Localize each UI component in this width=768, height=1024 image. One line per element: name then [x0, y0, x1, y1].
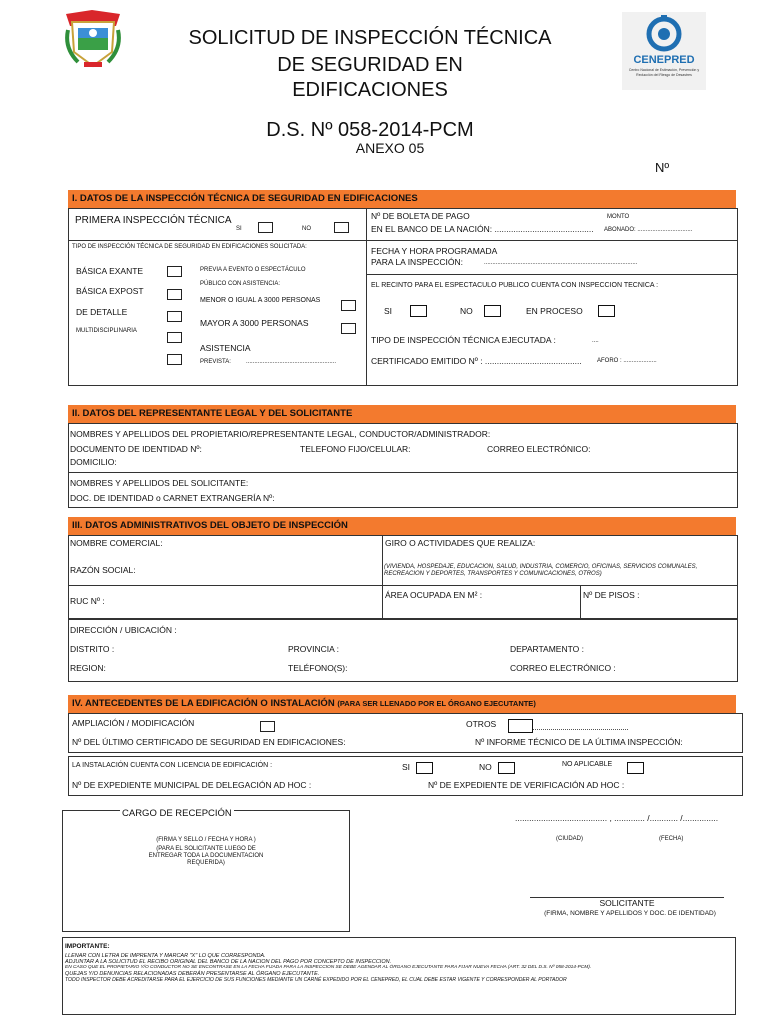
recinto-no-label: NO [460, 306, 473, 316]
recinto-en-proceso-label: EN PROCESO [526, 306, 583, 316]
tipo-ejecutada-label: TIPO DE INSPECCIÓN TÉCNICA EJECUTADA : [371, 335, 556, 345]
fecha-label: (FECHA) [659, 836, 684, 842]
licencia-si-label: SI [402, 762, 411, 772]
telefonos-label: TELÉFONO(S): [288, 663, 348, 673]
region-label: REGION: [70, 663, 106, 673]
form-number-label: Nº [655, 160, 670, 175]
telefono-label: TELEFONO FIJO/CELULAR: [300, 444, 411, 454]
importante-title: IMPORTANTE: [65, 943, 110, 950]
domicilio-label: DOMICILIO: [70, 457, 117, 467]
menor-3000-checkbox[interactable] [341, 300, 356, 311]
informe-tecnico-label: Nº INFORME TÉCNICO DE LA ÚLTIMA INSPECCIÓN: [475, 737, 683, 747]
documento-identidad-label: DOCUMENTO DE IDENTIDAD Nº: [70, 444, 202, 454]
otros-label: OTROS [466, 719, 497, 729]
nombres-solicitante-label: NOMBRES Y APELLIDOS DEL SOLICITANTE: [70, 478, 249, 488]
section-2-header [68, 405, 736, 423]
previa-evento-checkbox[interactable] [167, 354, 182, 365]
section-2-title: II. DATOS DEL REPRESENTANTE LEGAL Y DEL SOLICITANTE [72, 408, 353, 419]
section-4-header [68, 695, 736, 713]
ruc-label: RUC Nº : [70, 596, 105, 606]
monto-label: MONTO [607, 214, 630, 220]
basica-expost-label: BÁSICA EXPOST [76, 286, 144, 296]
de-detalle-checkbox[interactable] [167, 311, 182, 322]
importante-line-2: ADJUNTAR A LA SOLICITUD EL RECIBO ORIGINAL DEL BANCO DE LA NACION DEL PAGO POR CONCEPTO DE INSPECCION. [65, 959, 392, 965]
importante-line-3: EN CASO QUE EL PROPIETARIO Y/O CONDUCTOR NO SE ENCONTRASE EN LA FECHA FIJADA PARA LA INSPECCION SE DEBE AGENDAR AL ÓRGANO EJECUTANTE PARA FIJAR NUEVA FECHA (ART. 32 DEL D.S. Nº 058-2014-PCM). [65, 965, 592, 970]
coat-of-arms-logo [62, 8, 124, 70]
importante-line-5: TODO INSPECTOR DEBE ACREDITARSE PARA EL EJERCICIO DE SUS FUNCIONES MEDIANTE UN CARNÉ EXPEDIDO POR EL CENEPRED, EL CUAL DEBE ESTAR VIGENTE Y CORRESPONDER AL PORTADOR [65, 977, 567, 983]
basica-exante-label: BÁSICA EXANTE [76, 266, 144, 276]
tipo-solicitada-label: TIPO DE INSPECCIÓN TÉCNICA DE SEGURIDAD EN EDIFICACIONES SOLICITADA: [72, 244, 307, 250]
giro-ejemplos-line-2: RECREACION Y DEPORTES, TRANSPORTES Y COMUNICACIONES, OTROS) [384, 571, 602, 577]
fecha-programada-label: FECHA Y HORA PROGRAMADA [371, 246, 498, 256]
licencia-no-label: NO [479, 762, 492, 772]
otros-field[interactable] [533, 729, 628, 730]
cenepred-logo [622, 12, 706, 90]
previa-evento-label: PREVIA A EVENTO O ESPECTÁCULO [200, 267, 306, 273]
multidisciplinaria-checkbox[interactable] [167, 332, 182, 343]
licencia-label: LA INSTALACIÓN CUENTA CON LICENCIA DE EDIFICACIÓN : [72, 762, 273, 769]
expediente-municipal-label: Nº DE EXPEDIENTE MUNICIPAL DE DELEGACIÓN AD HOC : [72, 780, 312, 790]
recinto-si-label: SI [384, 306, 393, 316]
publico-asistencia-label: PÚBLICO CON ASISTENCIA: [200, 281, 281, 287]
solicitante-label: SOLICITANTE [599, 898, 655, 908]
provincia-label: PROVINCIA : [288, 644, 340, 654]
logo-text: CENEPRED [633, 54, 695, 66]
direccion-label: DIRECCIÓN / UBICACIÓN : [70, 625, 177, 635]
distrito-label: DISTRITO : [70, 644, 115, 654]
annex-label: ANEXO 05 [355, 140, 425, 156]
licencia-no-checkbox[interactable] [498, 762, 515, 774]
cargo-recepcion-box [62, 810, 350, 932]
pisos-label: Nº DE PISOS : [583, 590, 640, 600]
nombre-comercial-label: NOMBRE COMERCIAL: [70, 538, 163, 548]
primera-inspeccion-label: PRIMERA INSPECCIÓN TÉCNICA [75, 215, 232, 226]
title-line-1: SOLICITUD DE INSPECCIÓN TÉCNICA [188, 27, 552, 49]
cargo-recepcion-title: CARGO DE RECEPCIÓN [122, 808, 232, 819]
no-aplicable-label: NO APLICABLE [562, 761, 613, 768]
cargo-nota-line-1: (PARA EL SOLICITANTE LUEGO DE [156, 846, 256, 852]
tipo-ejecutada-field[interactable]: .... [592, 338, 599, 344]
expediente-verificacion-label: Nº DE EXPEDIENTE DE VERIFICACIÓN AD HOC : [428, 780, 625, 790]
title-line-3: EDIFICACIONES [292, 79, 448, 101]
multidisciplinaria-label: MULTIDISCIPLINARIA [76, 328, 137, 334]
basica-expost-checkbox[interactable] [167, 289, 182, 300]
prevista-field[interactable]: ...................................................... [246, 359, 337, 365]
doc-solicitante-label: DOC. DE IDENTIDAD o CARNET EXTRANGERÍA Nº: [70, 493, 275, 503]
mayor-3000-label: MAYOR A 3000 PERSONAS [200, 318, 309, 328]
ampliacion-label: AMPLIACIÓN / MODIFICACIÓN [72, 718, 195, 728]
de-detalle-label: DE DETALLE [76, 307, 128, 317]
cargo-firma-label: (FIRMA Y SELLO / FECHA Y HORA ) [156, 837, 256, 843]
boleta-label: Nº DE BOLETA DE PAGO [371, 211, 470, 221]
recinto-en-proceso-checkbox[interactable] [598, 305, 615, 317]
lugar-fecha-field[interactable]: ....................................... , ............. /............ /............... [515, 813, 719, 823]
cargo-nota-line-3: REQUERIDA) [187, 860, 225, 866]
section-4-title: IV. ANTECEDENTES DE LA EDIFICACIÓN O INSTALACIÓN (PARA SER LLENADO POR EL ÓRGANO EJECUTANTE) [72, 698, 536, 709]
solicitante-nota: (FIRMA, NOMBRE Y APELLIDOS Y DOC. DE IDENTIDAD) [544, 910, 716, 917]
ultimo-certificado-label: Nº DEL ÚLTIMO CERTIFICADO DE SEGURIDAD EN EDIFICACIONES: [72, 737, 346, 747]
prevista-label: PREVISTA: [200, 359, 231, 365]
razon-social-label: RAZÓN SOCIAL: [70, 565, 136, 575]
nombres-propietario-label: NOMBRES Y APELLIDOS DEL PROPIETARIO/REPRESENTANTE LEGAL, CONDUCTOR/ADMINISTRADOR: [70, 429, 491, 439]
recinto-label: EL RECINTO PARA EL ESPECTACULO PUBLICO CUENTA CON INSPECCION TECNICA : [371, 282, 659, 289]
logo-subtext: Centro Nacional de Estimación, Prevención y Reducción del Riesgo de Desastres [628, 68, 700, 77]
title-line-2: DE SEGURIDAD EN [277, 54, 463, 76]
importante-line-4: QUEJAS Y/O DENUNCIAS RELACIONADAS DEBERÁN PRESENTARSE AL ÓRGANO EJECUTANTE. [65, 971, 320, 977]
basica-exante-checkbox[interactable] [167, 266, 182, 277]
otros-checkbox[interactable] [508, 719, 533, 733]
recinto-si-checkbox[interactable] [410, 305, 427, 317]
certificado-emitido-field[interactable]: CERTIFICADO EMITIDO Nº : ......................................... [371, 356, 582, 366]
cargo-nota-line-2: ENTREGAR TODA LA DOCUMENTACION [148, 853, 264, 859]
correo-label: CORREO ELECTRÓNICO: [487, 444, 591, 454]
giro-label: GIRO O ACTIVIDADES QUE REALIZA: [385, 538, 536, 548]
section-3-header [68, 517, 736, 535]
departamento-label: DEPARTAMENTO : [510, 644, 584, 654]
area-ocupada-label: ÁREA OCUPADA EN M² : [385, 590, 483, 600]
ciudad-label: (CIUDAD) [556, 836, 583, 842]
aforo-field[interactable]: AFORO : .................... [597, 358, 657, 364]
decree-number: D.S. Nº 058-2014-PCM [266, 119, 474, 141]
licencia-si-checkbox[interactable] [416, 762, 433, 774]
asistencia-label: ASISTENCIA [200, 343, 251, 353]
mayor-3000-checkbox[interactable] [341, 323, 356, 334]
section-3-title: III. DATOS ADMINISTRATIVOS DEL OBJETO DE INSPECCIÓN [72, 520, 348, 531]
primera-no-checkbox[interactable] [334, 222, 349, 233]
section-1-header [68, 190, 736, 208]
section-1-title: I. DATOS DE LA INSPECCIÓN TÉCNICA DE SEGURIDAD EN EDIFICACIONES [72, 193, 418, 204]
primera-si-checkbox[interactable] [258, 222, 273, 233]
abonado-field[interactable]: ABONADO: ................................. [604, 227, 693, 233]
para-inspeccion-label: PARA LA INSPECCIÓN: [371, 257, 463, 267]
primera-no-label: NO [302, 226, 311, 232]
recinto-no-checkbox[interactable] [484, 305, 501, 317]
no-aplicable-checkbox[interactable] [627, 762, 644, 774]
menor-3000-label: MENOR O IGUAL A 3000 PERSONAS [200, 297, 321, 304]
correo-objeto-label: CORREO ELECTRÓNICO : [510, 663, 616, 673]
giro-ejemplos-line-1: (VIVIENDA, HOSPEDAJE, EDUCACION, SALUD, INDUSTRIA, COMERCIO, OFICINAS, SERVICIOS COMUNALES, [384, 564, 698, 570]
primera-si-label: SI [236, 226, 242, 232]
ampliacion-checkbox[interactable] [260, 721, 275, 732]
fecha-programada-field[interactable]: ............................................................................................ [484, 260, 638, 266]
importante-line-1: LLENAR CON LETRA DE IMPRENTA Y MARCAR "X" LO QUE CORRESPONDA. [65, 953, 266, 959]
banco-nacion-field[interactable]: EN EL BANCO DE LA NACIÓN: .......................................... [371, 224, 594, 234]
